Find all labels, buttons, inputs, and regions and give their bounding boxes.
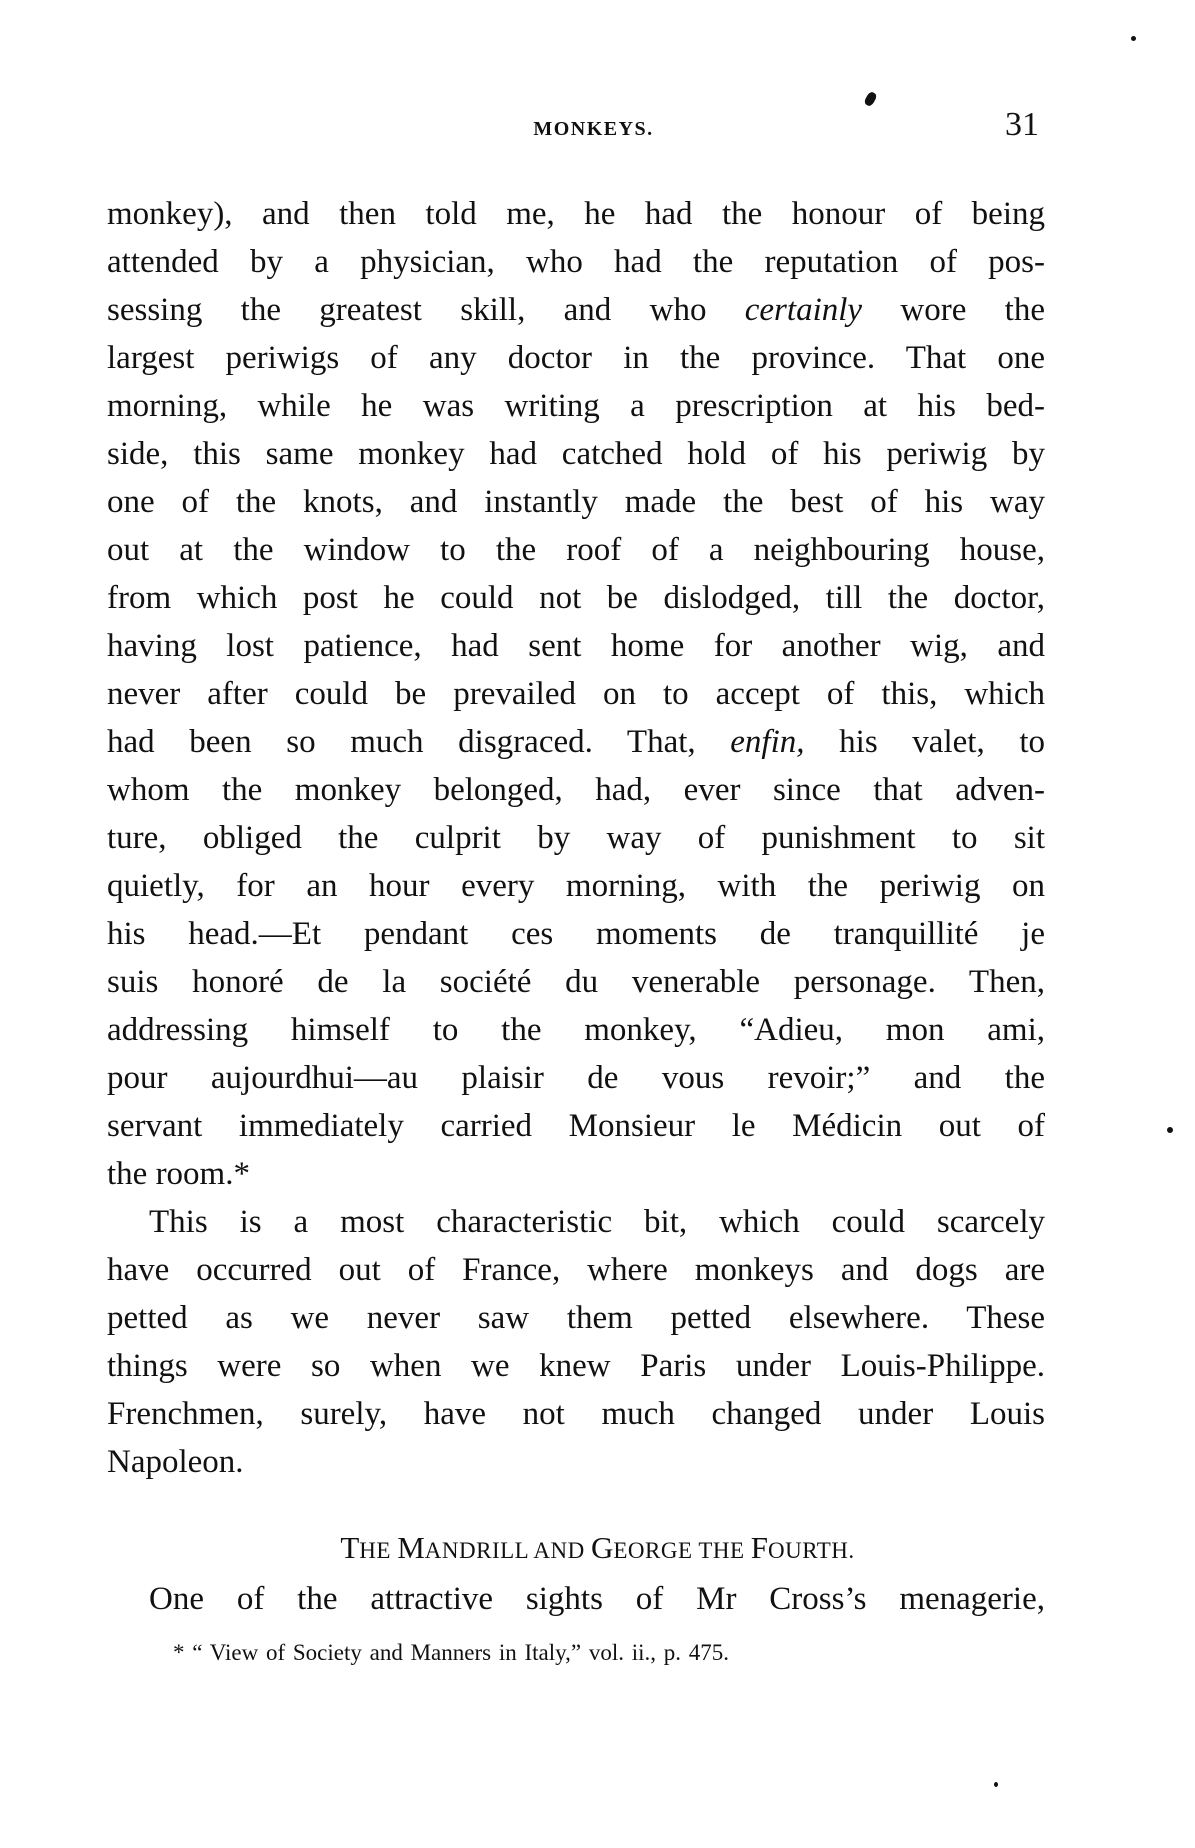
italic-text: enfin, bbox=[730, 724, 805, 760]
text-line: quietly, for an hour every morning, with the periwig on bbox=[107, 868, 1045, 904]
footnote: * “ View of Society and Manners in Italy,” vol. ii., p. 475. bbox=[173, 1640, 729, 1665]
section-first-line: One of the attractive sights of Mr Cross’s menagerie, bbox=[149, 1581, 1045, 1617]
text-line: ture, obliged the culprit by way of punishment to sit bbox=[107, 820, 1045, 856]
heading-segment: F bbox=[750, 1530, 769, 1565]
text-line: out at the window to the roof of a neighbouring house, bbox=[107, 532, 1045, 568]
text-segment: wore the bbox=[862, 292, 1045, 328]
body-text bbox=[107, 190, 1045, 1486]
text-line: largest periwigs of any doctor in the province. That one bbox=[107, 340, 1045, 376]
text-segment: had been so much disgraced. That, bbox=[107, 724, 731, 760]
text-line: one of the knots, and instantly made the best of his way bbox=[107, 484, 1045, 520]
text-line bbox=[107, 718, 1045, 766]
heading-segment: ANDRILL AND bbox=[424, 1538, 591, 1563]
ink-mark bbox=[863, 91, 878, 108]
text-line bbox=[107, 286, 1045, 334]
heading-segment: M bbox=[397, 1530, 425, 1565]
text-line: morning, while he was writing a prescription at his bed- bbox=[107, 388, 1045, 424]
text-line: never after could be prevailed on to accept of this, which bbox=[107, 676, 1045, 712]
text-line: suis honoré de la société du venerable personage. Then, bbox=[107, 964, 1045, 1000]
text-line: whom the monkey belonged, had, ever since that adven- bbox=[107, 772, 1045, 808]
ink-speck bbox=[994, 1782, 998, 1787]
text-line: from which post he could not be dislodged, till the doctor, bbox=[107, 580, 1045, 616]
running-title-text: MONKEYS. bbox=[533, 118, 654, 140]
text-line: Napoleon. bbox=[107, 1444, 244, 1480]
text-line: This is a most characteristic bit, which could scarcely bbox=[149, 1204, 1045, 1240]
text-line: servant immediately carried Monsieur le Médicin out of bbox=[107, 1108, 1045, 1144]
text-line: things were so when we knew Paris under Louis-Philippe. bbox=[107, 1348, 1045, 1384]
section-heading bbox=[0, 1530, 1195, 1566]
text-line: his head.—Et pendant ces moments de tranquillité je bbox=[107, 916, 1045, 952]
text-line: monkey), and then told me, he had the honour of being bbox=[107, 196, 1045, 232]
heading-segment: OURTH. bbox=[768, 1538, 855, 1563]
text-line: pour aujourdhui—au plaisir de vous revoir;” and the bbox=[107, 1060, 1045, 1096]
heading-segment: T bbox=[340, 1530, 360, 1565]
text-line: petted as we never saw them petted elsewhere. These bbox=[107, 1300, 1045, 1336]
ink-speck bbox=[1131, 36, 1136, 41]
text-line: have occurred out of France, where monkeys and dogs are bbox=[107, 1252, 1045, 1288]
text-line: addressing himself to the monkey, “Adieu, mon ami, bbox=[107, 1012, 1045, 1048]
heading-segment: EORGE THE bbox=[613, 1538, 751, 1563]
text-line: having lost patience, had sent home for another wig, and bbox=[107, 628, 1045, 664]
text-line: attended by a physician, who had the reputation of pos- bbox=[107, 244, 1045, 280]
text-line: Frenchmen, surely, have not much changed under Louis bbox=[107, 1396, 1045, 1432]
heading-segment: G bbox=[590, 1530, 614, 1565]
ink-speck bbox=[1167, 1127, 1173, 1133]
text-segment: his valet, to bbox=[804, 724, 1046, 760]
text-line: side, this same monkey had catched hold of his periwig by bbox=[107, 436, 1045, 472]
italic-text: certainly bbox=[744, 292, 863, 328]
text-line: the room.* bbox=[107, 1156, 250, 1192]
text-segment: sessing the greatest skill, and who bbox=[107, 292, 745, 328]
page-number: 31 bbox=[1005, 106, 1039, 143]
heading-segment: HE bbox=[359, 1538, 398, 1563]
